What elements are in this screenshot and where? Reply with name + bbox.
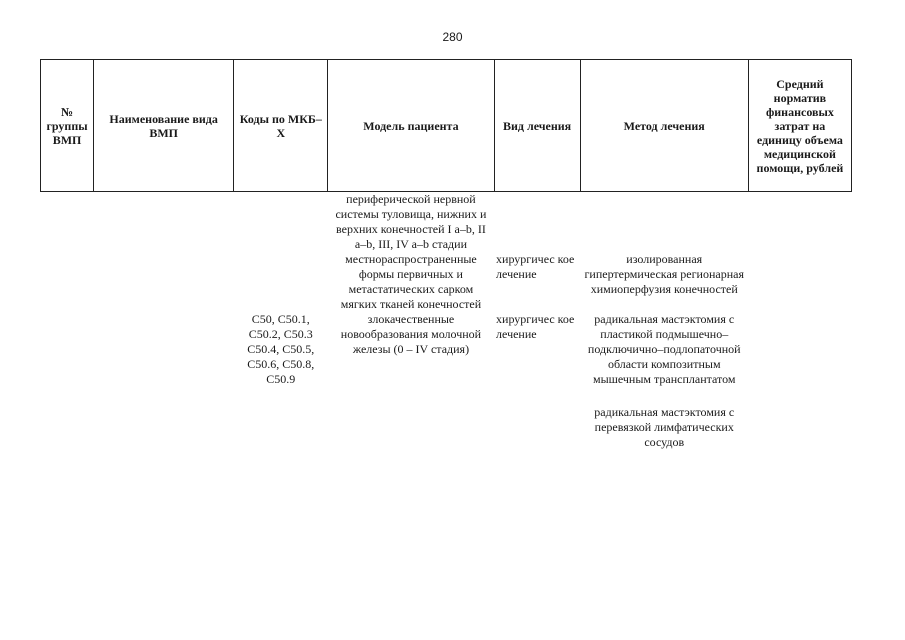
cell-treatment-type: хирургичес кое лечение [496, 252, 575, 281]
cell-name [94, 312, 234, 450]
method-item: радикальная мастэктомия с пластикой подмышечно–подключично–подлопаточной области композитным мышечным трансплантатом [587, 312, 741, 386]
cell-codes [234, 192, 328, 253]
cell-name [94, 252, 234, 312]
cell-name [94, 192, 234, 253]
header-treatment-type: Вид лечения [494, 60, 580, 192]
cell-treatment-type [494, 192, 580, 253]
cell-methods [580, 192, 748, 253]
header-cost-norm: Средний норматив финансовых затрат на единицу объема медицинской помощи, рублей [748, 60, 851, 192]
cell-cost [748, 312, 851, 450]
table-row [41, 192, 852, 253]
cell-codes: C50, C50.1, C50.2, C50.3 C50.4, C50.5, C50.6, C50.8, C50.9 [247, 312, 315, 386]
header-patient-model: Модель пациента [328, 60, 494, 192]
cell-patient-model: злокачественные новообразования молочной железы (0 – IV стадия) [340, 312, 482, 356]
cell-treatment-type: хирургичес кое лечение [496, 312, 575, 341]
header-vmp-name: Наименование вида ВМП [94, 60, 234, 192]
cell-group [41, 192, 94, 253]
cell-methods [580, 312, 748, 450]
cell-group [41, 312, 94, 450]
vmp-table [40, 59, 852, 450]
cell-methods [580, 252, 748, 312]
header-icd-codes: Коды по МКБ–Х [234, 60, 328, 192]
method-item: радикальная мастэктомия с перевязкой лимфатических сосудов [594, 405, 735, 449]
header-treatment-method: Метод лечения [580, 60, 748, 192]
cell-patient-model: периферической нервной системы туловища, нижних и верхних конечностей I a–b, II a–b, III, IV a–b стадии [335, 192, 487, 251]
header-group-number: № группы ВМП [41, 60, 94, 192]
cell-cost [748, 192, 851, 253]
table-row [41, 312, 852, 450]
cell-codes [234, 252, 328, 312]
table-row [41, 252, 852, 312]
page-number: 280 [442, 30, 463, 44]
table-header-row [41, 60, 852, 192]
cell-cost [748, 252, 851, 312]
cell-patient-model: местнораспространенные формы первичных и метастатических сарком мягких тканей конечностей [340, 252, 482, 311]
method-item: изолированная гипертермическая регионарная химиоперфузия конечностей [584, 252, 744, 296]
cell-group [41, 252, 94, 312]
